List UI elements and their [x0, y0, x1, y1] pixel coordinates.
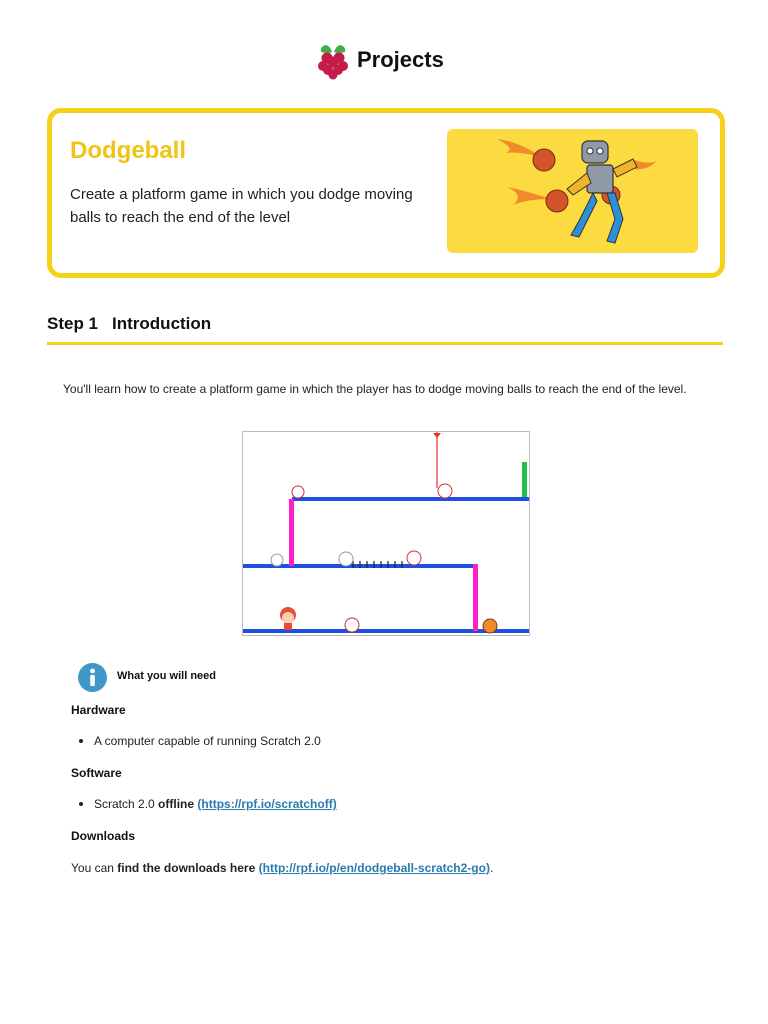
robot-dodgeball-illustration	[447, 129, 698, 253]
software-item-offline: offline	[158, 797, 195, 811]
what-you-will-need-heading: What you will need	[117, 670, 217, 682]
downloads-heading: Downloads	[71, 829, 136, 843]
info-icon	[78, 663, 107, 692]
hardware-item-text: A computer capable of running Scratch 2.0	[94, 734, 321, 748]
downloads-suffix: .	[489, 861, 494, 875]
downloads-prefix: You can	[71, 861, 118, 875]
step-heading	[47, 314, 723, 334]
project-title: Dodgeball	[70, 137, 187, 164]
downloads-paragraph	[71, 861, 493, 875]
dodgeball-game-scene	[243, 432, 529, 635]
downloads-link[interactable]: (http://rpf.io/p/en/dodgeball-scratch2-go)	[258, 861, 490, 875]
software-heading: Software	[71, 766, 122, 780]
software-item-prefix: Scratch 2.0	[94, 797, 159, 811]
hardware-list-item	[79, 734, 321, 748]
hardware-heading: Hardware	[71, 703, 126, 717]
step-divider	[47, 342, 723, 345]
site-header	[0, 42, 768, 82]
project-description: Create a platform game in which you dodge moving balls to reach the end of the level	[70, 186, 413, 226]
project-card	[47, 108, 725, 278]
software-list-item	[79, 797, 337, 811]
step-number: Step 1	[47, 314, 99, 333]
downloads-bold-text: find the downloads here	[117, 861, 256, 875]
bullet-icon	[79, 802, 83, 806]
scratch-offline-link[interactable]: (https://rpf.io/scratchoff)	[197, 797, 337, 811]
step-title: Introduction	[112, 314, 212, 333]
intro-paragraph: You'll learn how to create a platform game in which the player has to dodge moving balls to reach the end of the level.	[63, 382, 687, 396]
bullet-icon	[79, 739, 83, 743]
brand-name[interactable]: Projects	[357, 47, 444, 72]
project-hero-image	[447, 129, 698, 253]
raspberry-pi-logo-icon[interactable]	[316, 42, 350, 80]
game-screenshot	[242, 431, 530, 636]
